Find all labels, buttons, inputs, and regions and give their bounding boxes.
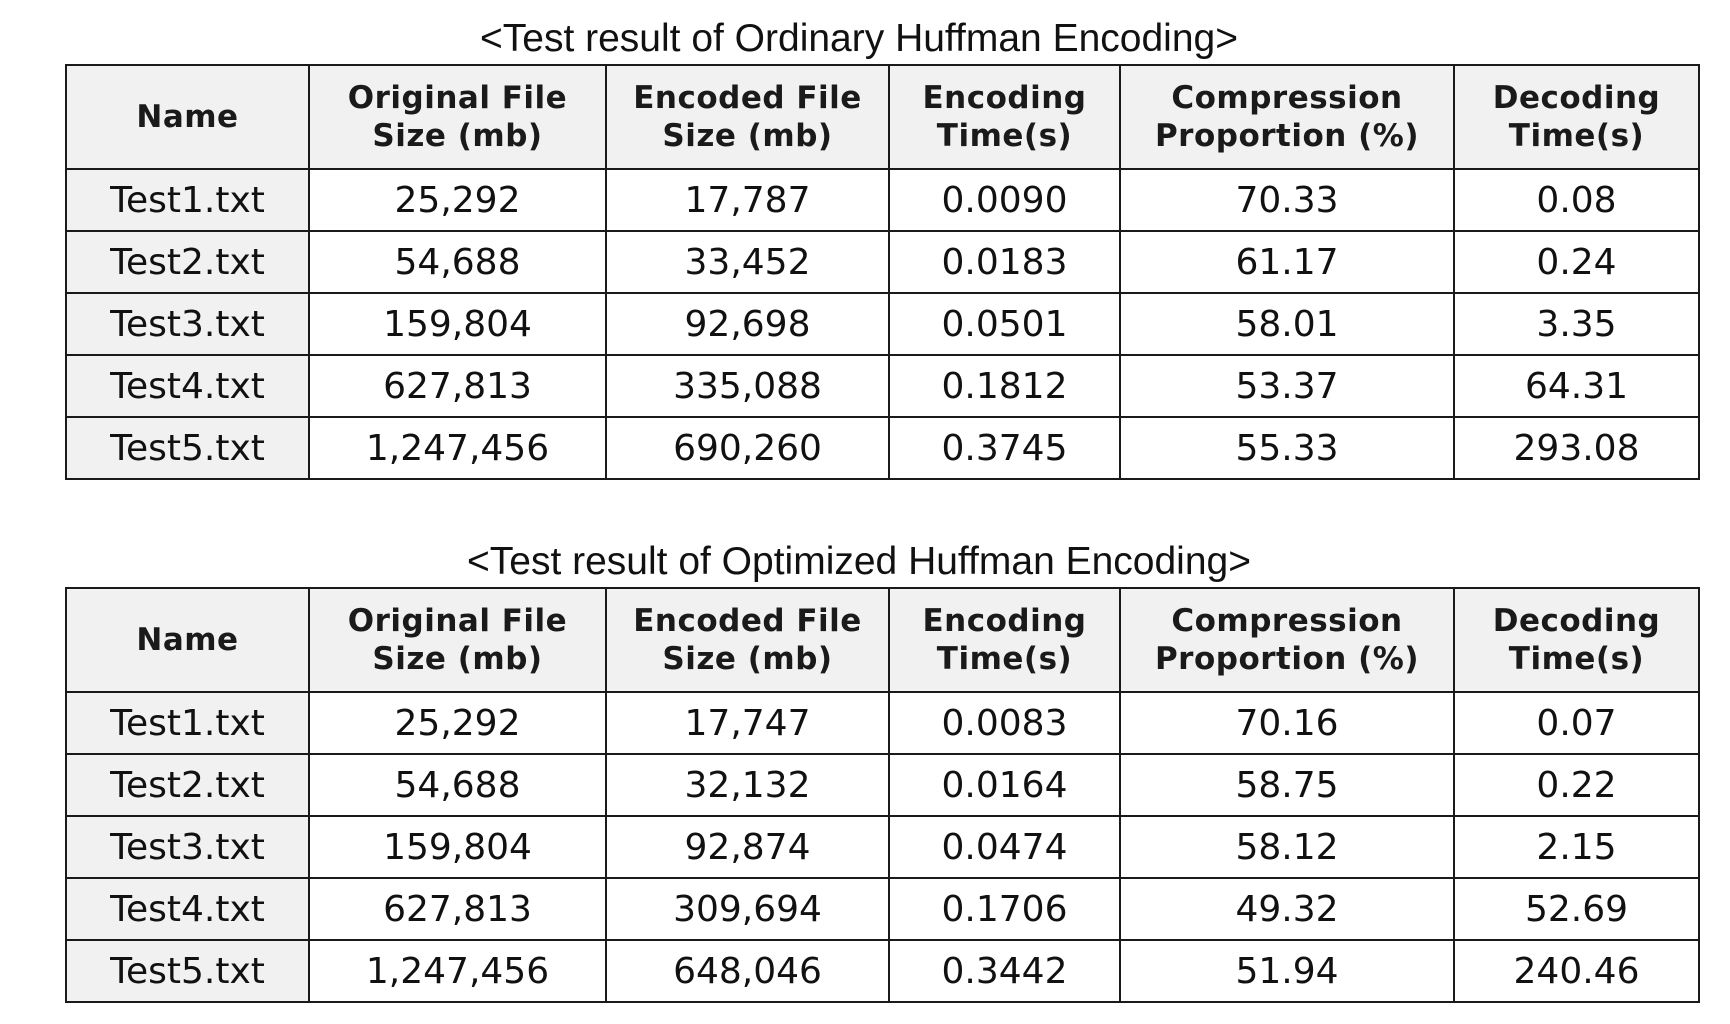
cell-decoding-time: 293.08 — [1454, 417, 1699, 479]
cell-encoding-time: 0.0501 — [889, 293, 1120, 355]
cell-name: Test5.txt — [66, 940, 309, 1002]
cell-encoded-size: 335,088 — [606, 355, 889, 417]
header-decoding-time: Decoding Time(s) — [1454, 65, 1699, 169]
cell-original-size: 54,688 — [309, 231, 606, 293]
cell-compression-proportion: 61.17 — [1120, 231, 1454, 293]
cell-encoded-size: 17,747 — [606, 692, 889, 754]
optimized-table-title: <Test result of Optimized Huffman Encoding> — [466, 540, 1252, 583]
cell-compression-proportion: 58.01 — [1120, 293, 1454, 355]
cell-compression-proportion: 70.33 — [1120, 169, 1454, 231]
header-compression-proportion: Compression Proportion (%) — [1120, 588, 1454, 692]
cell-encoded-size: 92,698 — [606, 293, 889, 355]
table-row — [66, 169, 1699, 231]
cell-decoding-time: 0.07 — [1454, 692, 1699, 754]
table-row — [66, 754, 1699, 816]
cell-decoding-time: 64.31 — [1454, 355, 1699, 417]
cell-encoding-time: 0.3745 — [889, 417, 1120, 479]
cell-original-size: 159,804 — [309, 816, 606, 878]
ordinary-results-table — [65, 64, 1700, 480]
cell-original-size: 1,247,456 — [309, 940, 606, 1002]
cell-encoded-size: 33,452 — [606, 231, 889, 293]
header-encoding-time: Encoding Time(s) — [889, 65, 1120, 169]
cell-encoding-time: 0.0083 — [889, 692, 1120, 754]
cell-encoded-size: 92,874 — [606, 816, 889, 878]
cell-original-size: 25,292 — [309, 692, 606, 754]
table-row — [66, 293, 1699, 355]
cell-encoding-time: 0.0474 — [889, 816, 1120, 878]
cell-compression-proportion: 58.75 — [1120, 754, 1454, 816]
table-row — [66, 692, 1699, 754]
table-row — [66, 878, 1699, 940]
cell-compression-proportion: 58.12 — [1120, 816, 1454, 878]
cell-encoding-time: 0.1812 — [889, 355, 1120, 417]
cell-encoding-time: 0.0164 — [889, 754, 1120, 816]
cell-decoding-time: 240.46 — [1454, 940, 1699, 1002]
cell-encoded-size: 690,260 — [606, 417, 889, 479]
cell-name: Test3.txt — [66, 816, 309, 878]
cell-name: Test3.txt — [66, 293, 309, 355]
cell-encoding-time: 0.0183 — [889, 231, 1120, 293]
table-row — [66, 940, 1699, 1002]
header-row — [66, 588, 1699, 692]
cell-name: Test1.txt — [66, 692, 309, 754]
table-row — [66, 231, 1699, 293]
ordinary-huffman-section — [0, 14, 1730, 469]
cell-original-size: 627,813 — [309, 355, 606, 417]
cell-decoding-time: 0.08 — [1454, 169, 1699, 231]
cell-compression-proportion: 51.94 — [1120, 940, 1454, 1002]
cell-name: Test4.txt — [66, 355, 309, 417]
table-row — [66, 816, 1699, 878]
ordinary-table-title: <Test result of Ordinary Huffman Encoding> — [479, 17, 1238, 60]
header-original-size: Original File Size (mb) — [309, 65, 606, 169]
cell-original-size: 627,813 — [309, 878, 606, 940]
header-compression-proportion: Compression Proportion (%) — [1120, 65, 1454, 169]
cell-name: Test4.txt — [66, 878, 309, 940]
cell-name: Test2.txt — [66, 754, 309, 816]
cell-name: Test5.txt — [66, 417, 309, 479]
cell-compression-proportion: 55.33 — [1120, 417, 1454, 479]
table-row — [66, 355, 1699, 417]
optimized-huffman-section — [0, 537, 1730, 992]
cell-decoding-time: 52.69 — [1454, 878, 1699, 940]
cell-name: Test1.txt — [66, 169, 309, 231]
header-original-size: Original File Size (mb) — [309, 588, 606, 692]
header-decoding-time: Decoding Time(s) — [1454, 588, 1699, 692]
cell-decoding-time: 0.24 — [1454, 231, 1699, 293]
cell-encoded-size: 309,694 — [606, 878, 889, 940]
cell-original-size: 159,804 — [309, 293, 606, 355]
cell-encoding-time: 0.1706 — [889, 878, 1120, 940]
cell-compression-proportion: 70.16 — [1120, 692, 1454, 754]
cell-decoding-time: 2.15 — [1454, 816, 1699, 878]
cell-compression-proportion: 49.32 — [1120, 878, 1454, 940]
header-encoded-size: Encoded File Size (mb) — [606, 588, 889, 692]
cell-encoded-size: 32,132 — [606, 754, 889, 816]
cell-encoding-time: 0.0090 — [889, 169, 1120, 231]
header-name: Name — [66, 588, 309, 692]
cell-original-size: 1,247,456 — [309, 417, 606, 479]
cell-encoding-time: 0.3442 — [889, 940, 1120, 1002]
header-encoded-size: Encoded File Size (mb) — [606, 65, 889, 169]
cell-compression-proportion: 53.37 — [1120, 355, 1454, 417]
header-name: Name — [66, 65, 309, 169]
cell-name: Test2.txt — [66, 231, 309, 293]
header-row — [66, 65, 1699, 169]
table-row — [66, 417, 1699, 479]
cell-decoding-time: 0.22 — [1454, 754, 1699, 816]
cell-original-size: 25,292 — [309, 169, 606, 231]
optimized-results-table — [65, 587, 1700, 1003]
cell-original-size: 54,688 — [309, 754, 606, 816]
cell-encoded-size: 17,787 — [606, 169, 889, 231]
cell-encoded-size: 648,046 — [606, 940, 889, 1002]
header-encoding-time: Encoding Time(s) — [889, 588, 1120, 692]
cell-decoding-time: 3.35 — [1454, 293, 1699, 355]
